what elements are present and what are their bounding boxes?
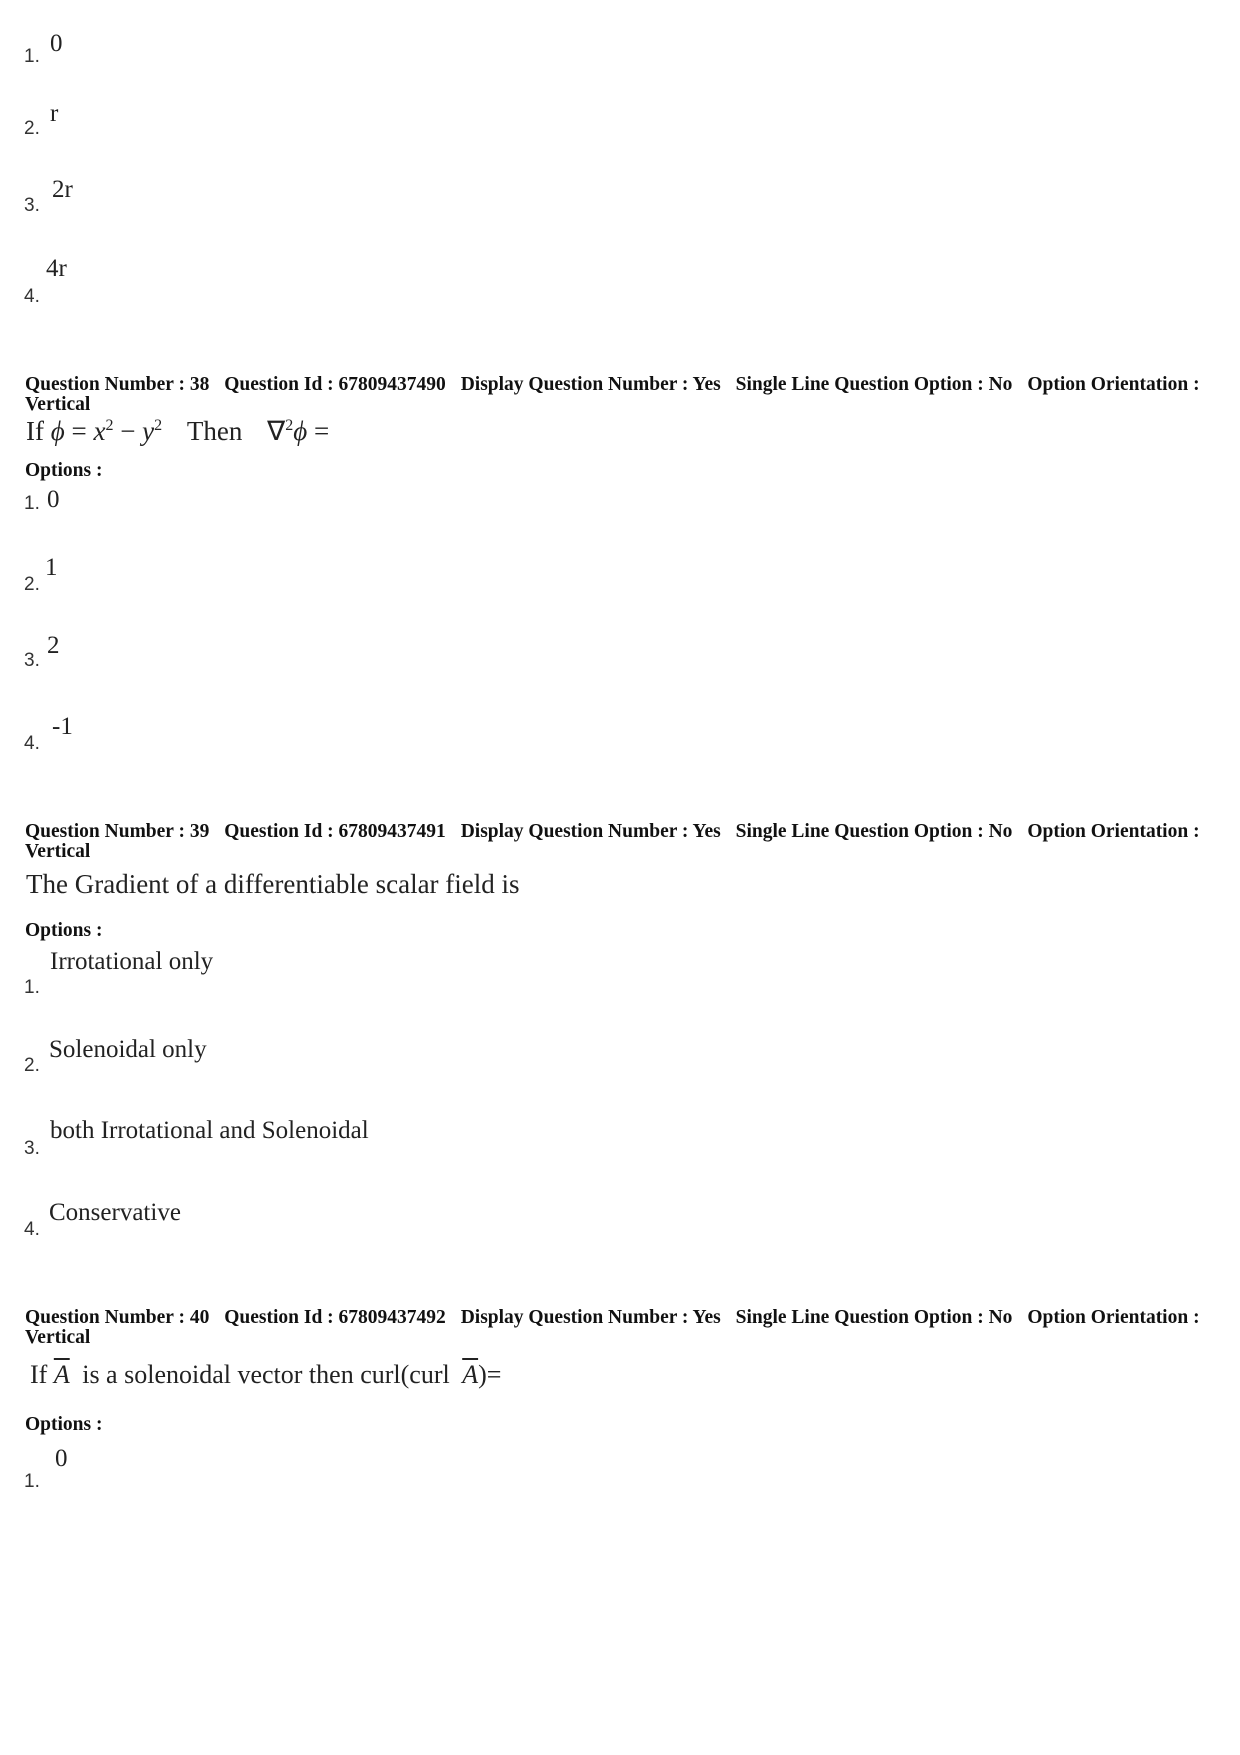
option-value: 2r	[52, 176, 73, 203]
question-header	[25, 375, 1215, 415]
vector-a: $\overline{A}$	[462, 1360, 479, 1389]
question-number: Question Number : 38	[25, 374, 210, 395]
option-number: 2.	[24, 118, 40, 139]
option-number: 4.	[24, 733, 40, 754]
exponent: 2	[105, 417, 114, 434]
option-number: 1.	[24, 977, 40, 998]
question-header	[25, 822, 1215, 862]
text-end: )=	[478, 1360, 502, 1389]
single-line-option: Single Line Question Option : No	[735, 1307, 1013, 1328]
option-orientation: Option Orientation : Vertical	[25, 374, 1200, 415]
equals-sign: =	[307, 416, 330, 446]
option-value: Irrotational only	[50, 948, 214, 975]
text-if: If	[26, 416, 44, 446]
option-number: 4.	[24, 1219, 40, 1240]
text-if: If	[30, 1360, 48, 1389]
question-number: Question Number : 40	[25, 1307, 210, 1328]
option-number: 1.	[24, 46, 40, 67]
option-number: 3.	[24, 195, 40, 216]
option-orientation: Option Orientation : Vertical	[25, 821, 1200, 862]
option-orientation: Option Orientation : Vertical	[25, 1307, 1200, 1348]
question-id: Question Id : 67809437492	[224, 1307, 446, 1328]
option-value: 1	[45, 554, 58, 581]
display-question-number: Display Question Number : Yes	[460, 821, 721, 842]
option-number: 1.	[24, 1471, 40, 1492]
var-y: y	[142, 416, 155, 446]
question-header	[25, 1308, 1215, 1348]
option-value: Solenoidal only	[49, 1036, 207, 1063]
var-x: x	[93, 416, 106, 446]
exponent: 2	[154, 417, 163, 434]
option-number: 2.	[24, 1055, 40, 1076]
vector-a: $\overline{A}$	[53, 1360, 70, 1389]
text-then: Then	[186, 416, 243, 446]
option-value: Conservative	[49, 1199, 181, 1226]
nabla-symbol: ∇	[267, 416, 286, 446]
option-value: r	[50, 100, 59, 127]
option-value: 0	[47, 486, 60, 513]
exponent: 2	[285, 417, 294, 434]
option-number: 4.	[24, 286, 40, 307]
phi-symbol: ϕ	[293, 416, 308, 446]
options-label: Options :	[25, 920, 103, 941]
question-text: The Gradient of a differentiable scalar field is	[26, 869, 520, 899]
question-text	[26, 416, 329, 447]
question-number: Question Number : 39	[25, 821, 210, 842]
minus-sign: −	[113, 416, 143, 446]
question-text	[30, 1360, 501, 1390]
options-label: Options :	[25, 460, 103, 481]
option-value: 4r	[46, 255, 67, 282]
option-value: -1	[52, 713, 73, 740]
display-question-number: Display Question Number : Yes	[460, 1307, 721, 1328]
single-line-option: Single Line Question Option : No	[735, 821, 1013, 842]
option-number: 3.	[24, 650, 40, 671]
option-number: 1.	[24, 493, 40, 514]
single-line-option: Single Line Question Option : No	[735, 374, 1013, 395]
option-value: 0	[55, 1445, 68, 1472]
text-middle: is a solenoidal vector then curl(curl	[82, 1360, 450, 1389]
option-value: 0	[50, 30, 63, 57]
option-value: 2	[47, 632, 60, 659]
option-number: 3.	[24, 1138, 40, 1159]
option-number: 2.	[24, 574, 40, 595]
display-question-number: Display Question Number : Yes	[460, 374, 721, 395]
equals-sign: =	[71, 416, 94, 446]
option-value: both Irrotational and Solenoidal	[50, 1117, 369, 1144]
options-label: Options :	[25, 1414, 103, 1435]
question-id: Question Id : 67809437490	[224, 374, 446, 395]
question-id: Question Id : 67809437491	[224, 821, 446, 842]
phi-symbol: ϕ	[50, 416, 65, 446]
